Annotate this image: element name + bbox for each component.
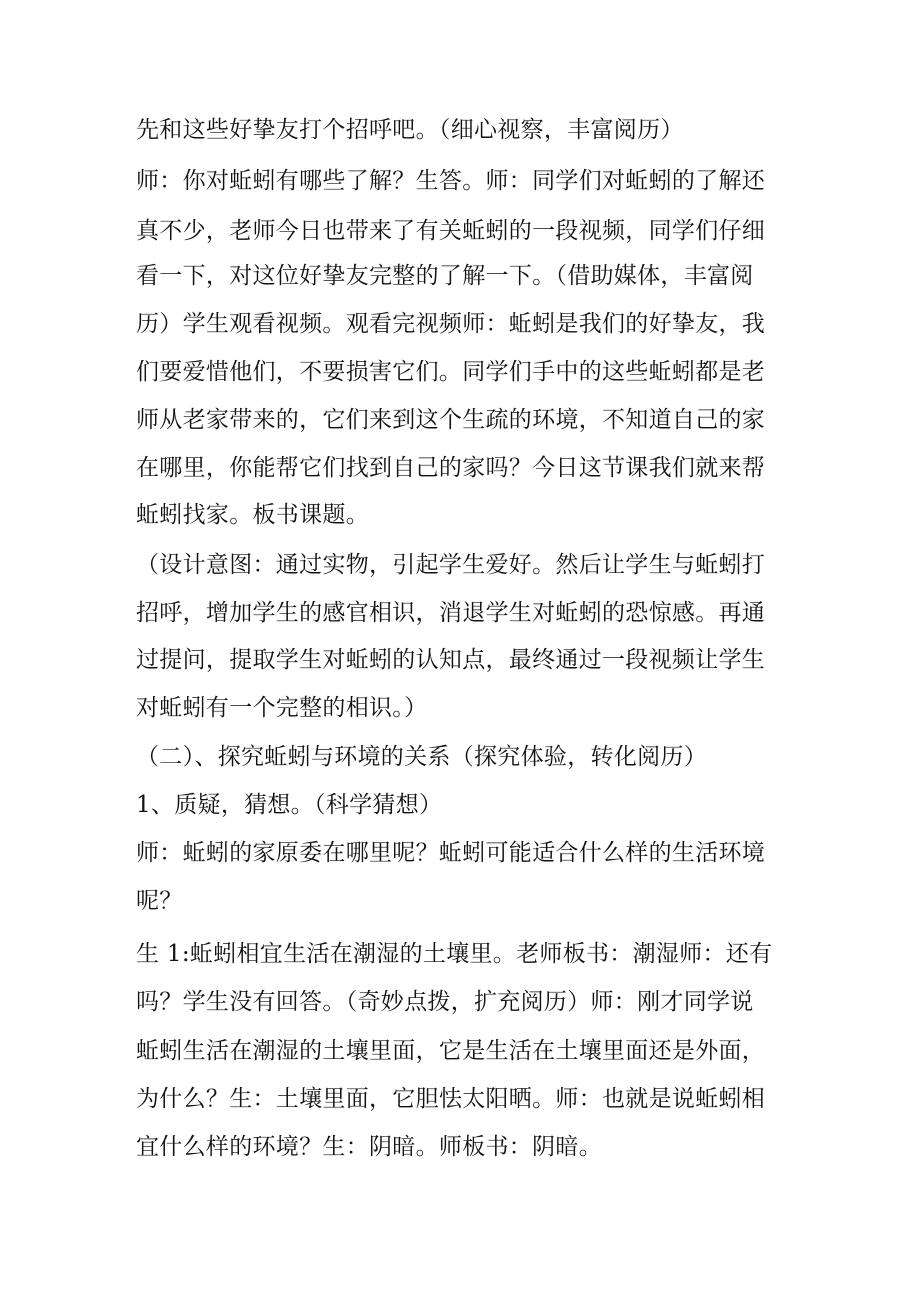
text-line: 历）学生观看视频。观看完视频师：蚯蚓是我们的好挚友，我 — [136, 311, 766, 337]
text-line: 过提问，提取学生对蚯蚓的认知点，最终通过一段视频让学生 — [136, 647, 766, 673]
text-line: 呢？ — [136, 888, 183, 914]
text-line: 看一下，对这位好挚友完整的了解一下。（借助媒体，丰富阅 — [136, 263, 754, 289]
text-line: （设计意图：通过实物，引起学生爱好。然后让学生与蚯蚓打 — [136, 552, 766, 578]
text-line: 师从老家带来的，它们来到这个生疏的环境，不知道自己的家 — [136, 407, 766, 433]
text-line: 先和这些好挚友打个招呼吧。（细心视察，丰富阅历） — [136, 117, 684, 143]
text-line: 生 1:蚯蚓相宜生活在潮湿的土壤里。老师板书：潮湿师：还有 — [136, 941, 773, 967]
text-line: 1、质疑，猜想。（科学猜想） — [136, 792, 443, 818]
text-line: 师：你对蚯蚓有哪些了解？生答。师：同学们对蚯蚓的了解还 — [136, 168, 766, 194]
text-line: 招呼，增加学生的感官相识，消退学生对蚯蚓的恐惊感。再通 — [136, 600, 766, 626]
text-line: 对蚯蚓有一个完整的相识。） — [136, 695, 428, 721]
text-line: 蚯蚓生活在潮湿的土壤里面，它是生活在土壤里面还是外面， — [136, 1038, 766, 1064]
text-line: 真不少，老师今日也带来了有关蚯蚓的一段视频，同学们仔细 — [136, 218, 766, 244]
text-line: （二）、探究蚯蚓与环境的关系（探究体验，转化阅历） — [136, 744, 707, 770]
text-line: 吗？学生没有回答。（奇妙点拨，扩充阅历）师：刚才同学说 — [136, 989, 754, 1015]
text-line: 在哪里，你能帮它们找到自己的家吗？今日这节课我们就来帮 — [136, 455, 766, 481]
text-line: 蚯蚓找家。板书课题。 — [136, 502, 369, 528]
text-line: 师：蚯蚓的家原委在哪里呢？蚯蚓可能适合什么样的生活环境 — [136, 840, 766, 866]
text-line: 们要爱惜他们，不要损害它们。同学们手中的这些蚯蚓都是老 — [136, 359, 766, 385]
text-line: 为什么？生：土壤里面，它胆怯太阳晒。师：也就是说蚯蚓相 — [136, 1086, 766, 1112]
text-line: 宜什么样的环境？生：阴暗。师板书：阴暗。 — [136, 1134, 602, 1160]
